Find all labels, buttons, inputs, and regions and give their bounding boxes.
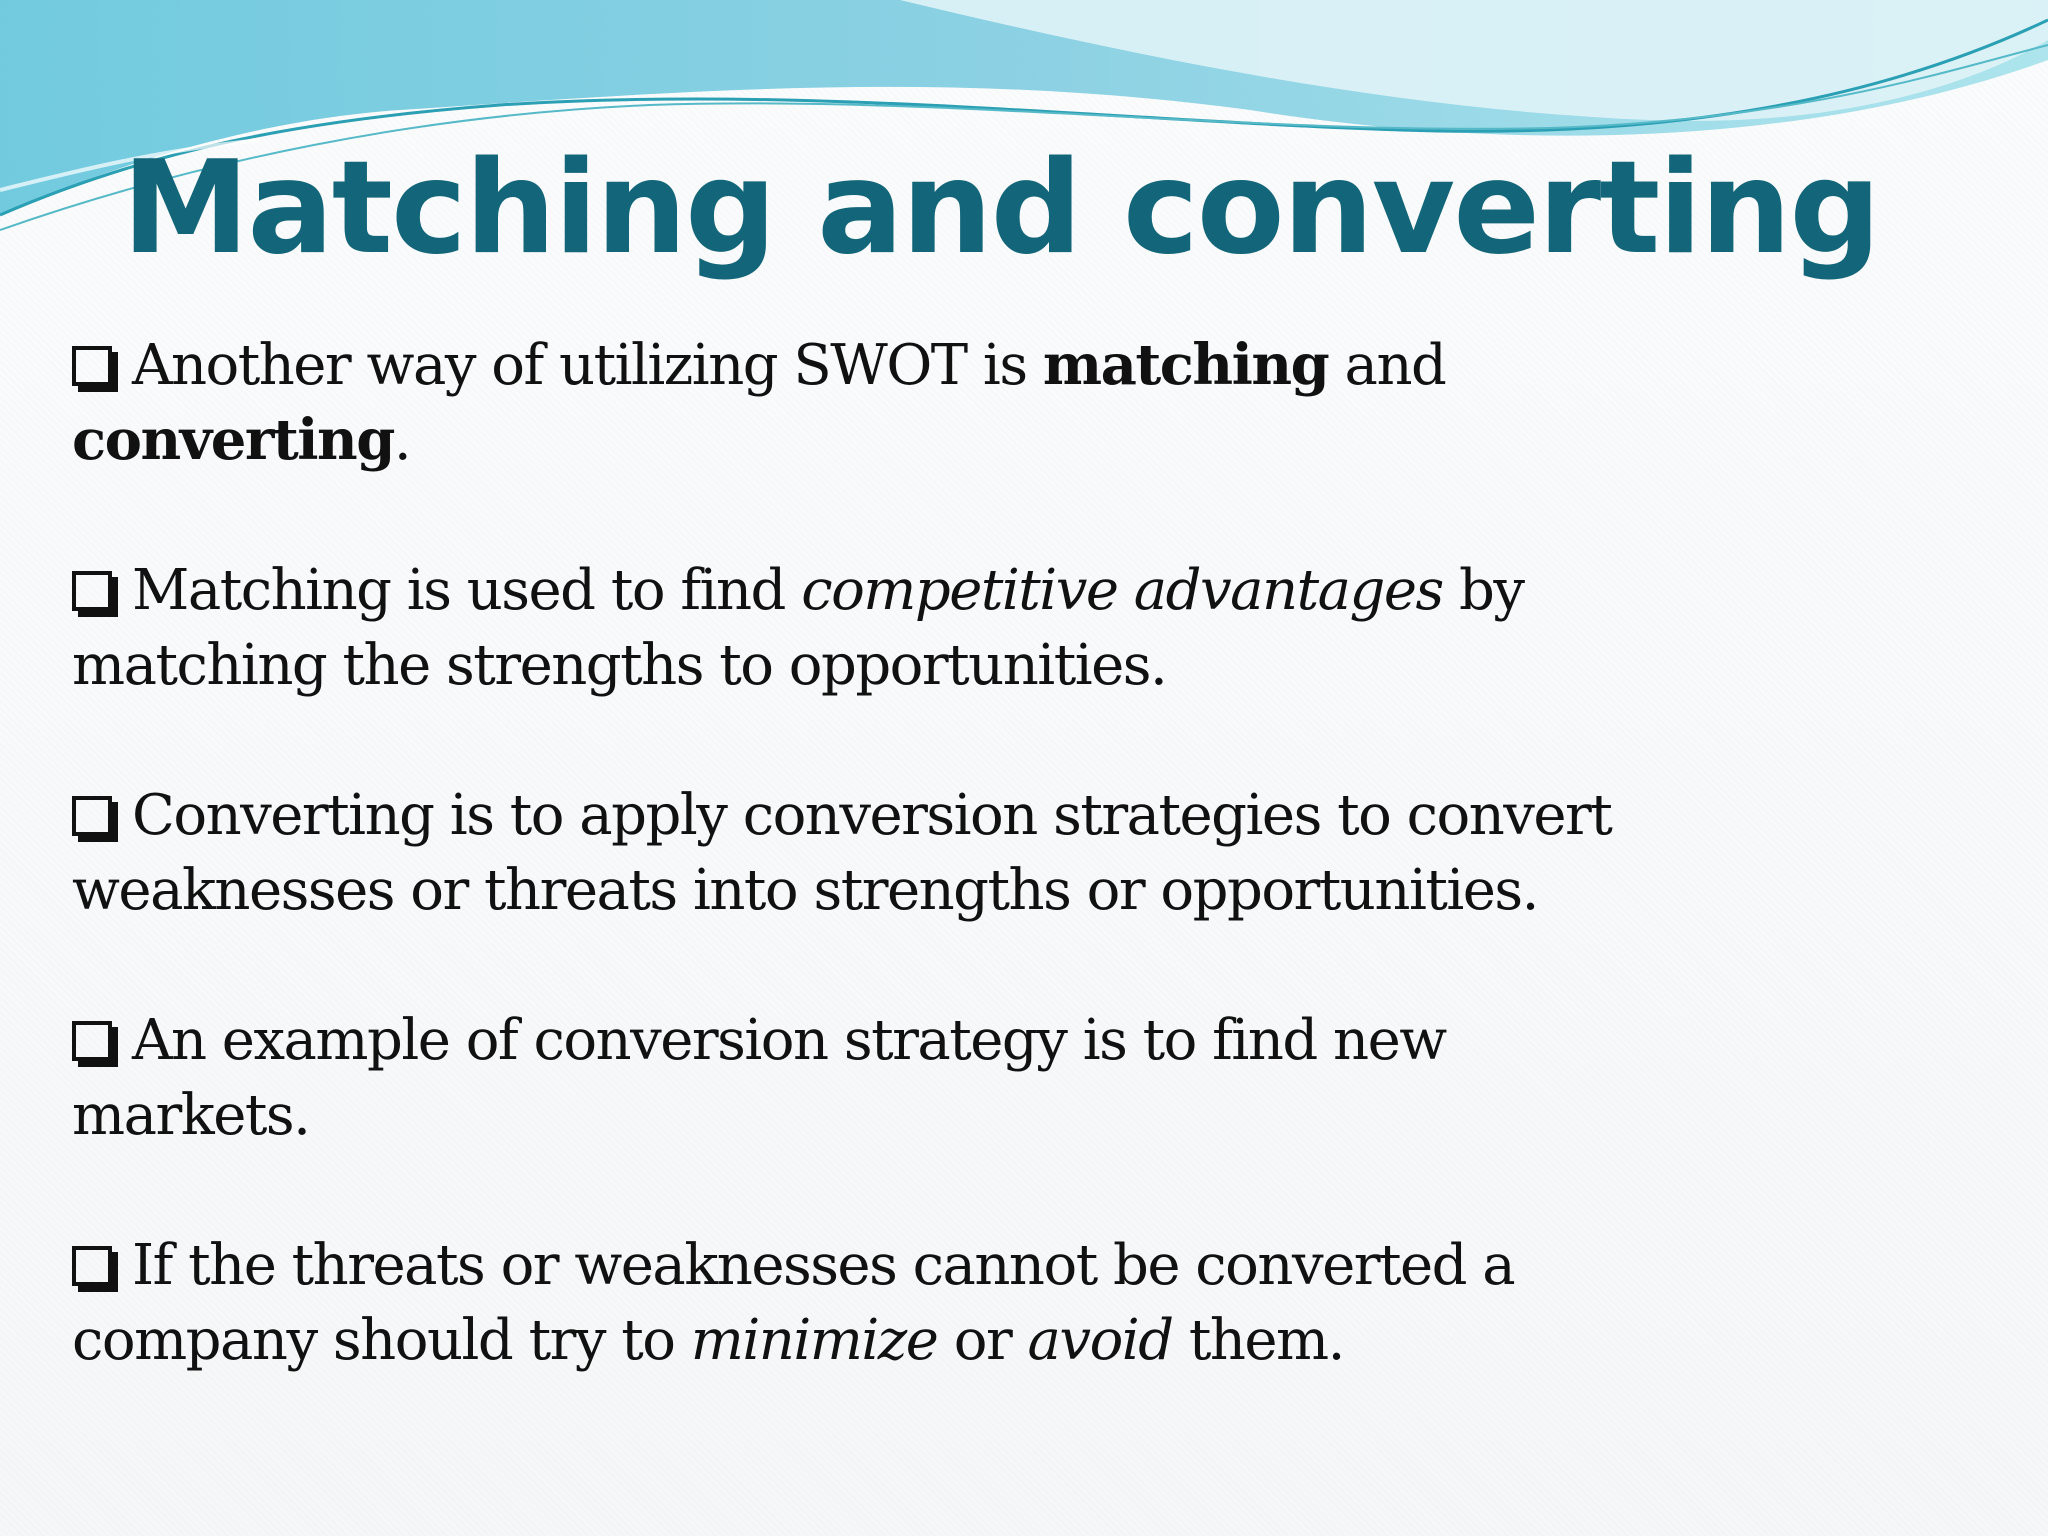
checkbox-icon xyxy=(72,1246,112,1286)
bullet-5-emphasis-minimize: minimize xyxy=(690,1308,938,1373)
bullet-2-text-a: Matching is used to find xyxy=(132,558,802,623)
bullet-5-text-a: If the threats or weaknesses cannot be converted a company should try to xyxy=(72,1233,1515,1373)
bullet-item-1 xyxy=(72,328,1632,478)
bullet-list xyxy=(72,328,1632,1453)
bullet-5-text-c: or xyxy=(937,1308,1028,1373)
bullet-5-emphasis-avoid: avoid xyxy=(1027,1308,1173,1373)
bullet-1-text-c: and xyxy=(1328,333,1446,398)
bullet-item-4 xyxy=(72,1003,1632,1153)
bullet-5-text-e: them. xyxy=(1172,1308,1344,1373)
checkbox-icon xyxy=(72,1021,112,1061)
bullet-2-text-c: by matching the strengths to opportunities. xyxy=(72,558,1524,698)
bullet-1-text-a: Another way of utilizing SWOT is xyxy=(132,333,1043,398)
bullet-item-2 xyxy=(72,553,1632,703)
bullet-1-emphasis-matching: matching xyxy=(1042,332,1329,398)
bullet-4-text: An example of conversion strategy is to find new markets. xyxy=(72,1008,1446,1148)
bullet-item-5 xyxy=(72,1228,1632,1378)
bullet-item-3 xyxy=(72,778,1632,928)
checkbox-icon xyxy=(72,796,112,836)
checkbox-icon xyxy=(72,571,112,611)
bullet-1-text-e: . xyxy=(393,408,411,473)
bullet-3-text: Converting is to apply conversion strategies to convert weaknesses or threats into strengths or opportunities. xyxy=(72,783,1612,923)
bullet-1-emphasis-converting: converting xyxy=(72,407,394,473)
bullet-2-emphasis: competitive advantages xyxy=(801,558,1443,623)
checkbox-icon xyxy=(72,346,112,386)
slide-title: Matching and converting xyxy=(122,134,1879,283)
